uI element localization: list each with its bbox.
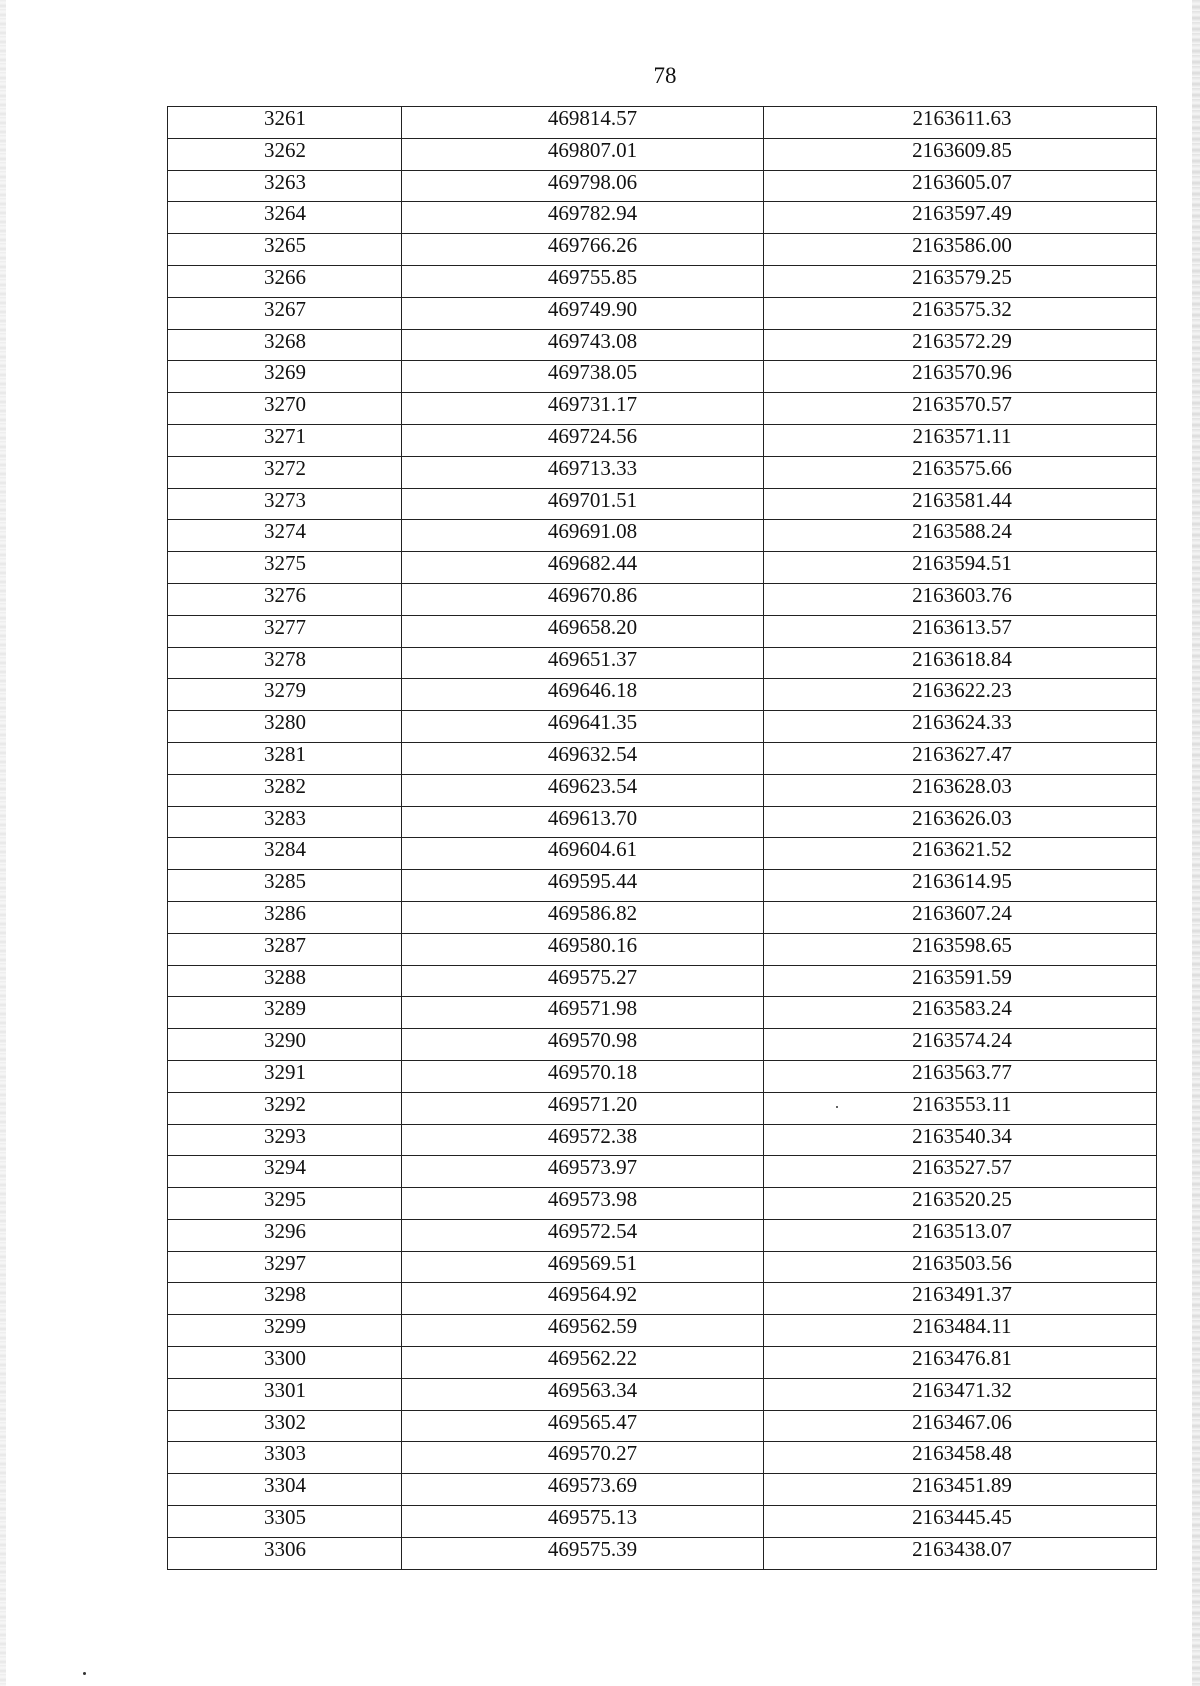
- y-coordinate-cell: 2163624.33: [764, 711, 1157, 743]
- point-id-cell: 3287: [168, 933, 402, 965]
- point-id-cell: 3296: [168, 1219, 402, 1251]
- y-coordinate-cell: 2163598.65: [764, 933, 1157, 965]
- y-coordinate-cell: 2163605.07: [764, 170, 1157, 202]
- y-coordinate-cell: 2163527.57: [764, 1156, 1157, 1188]
- y-coordinate-cell: 2163570.57: [764, 393, 1157, 425]
- table-row: [168, 107, 1157, 139]
- coordinate-table-body: [168, 107, 1157, 1570]
- point-id-cell: 3268: [168, 329, 402, 361]
- x-coordinate-cell: 469573.97: [402, 1156, 764, 1188]
- table-row: [168, 424, 1157, 456]
- point-id-cell: 3303: [168, 1442, 402, 1474]
- table-row: [168, 965, 1157, 997]
- point-id-cell: 3272: [168, 456, 402, 488]
- point-id-cell: 3274: [168, 520, 402, 552]
- y-coordinate-cell: 2163607.24: [764, 901, 1157, 933]
- table-row: [168, 583, 1157, 615]
- table-row: [168, 774, 1157, 806]
- x-coordinate-cell: 469749.90: [402, 297, 764, 329]
- table-row: [168, 234, 1157, 266]
- table-row: [168, 138, 1157, 170]
- y-coordinate-cell: 2163579.25: [764, 265, 1157, 297]
- table-row: [168, 456, 1157, 488]
- y-coordinate-cell: 2163503.56: [764, 1251, 1157, 1283]
- y-coordinate-cell: 2163572.29: [764, 329, 1157, 361]
- y-coordinate-cell: 2163591.59: [764, 965, 1157, 997]
- y-coordinate-cell: 2163574.24: [764, 1029, 1157, 1061]
- table-row: [168, 1442, 1157, 1474]
- x-coordinate-cell: 469570.18: [402, 1060, 764, 1092]
- point-id-cell: 3306: [168, 1537, 402, 1569]
- y-coordinate-cell: 2163451.89: [764, 1474, 1157, 1506]
- point-id-cell: 3301: [168, 1378, 402, 1410]
- point-id-cell: 3285: [168, 870, 402, 902]
- x-coordinate-cell: 469565.47: [402, 1410, 764, 1442]
- table-row: [168, 1378, 1157, 1410]
- x-coordinate-cell: 469814.57: [402, 107, 764, 139]
- y-coordinate-cell: 2163586.00: [764, 234, 1157, 266]
- x-coordinate-cell: 469564.92: [402, 1283, 764, 1315]
- y-coordinate-cell: 2163540.34: [764, 1124, 1157, 1156]
- point-id-cell: 3284: [168, 838, 402, 870]
- y-coordinate-cell: 2163513.07: [764, 1219, 1157, 1251]
- x-coordinate-cell: 469563.34: [402, 1378, 764, 1410]
- x-coordinate-cell: 469575.27: [402, 965, 764, 997]
- x-coordinate-cell: 469575.39: [402, 1537, 764, 1569]
- table-row: [168, 202, 1157, 234]
- y-coordinate-cell: 2163484.11: [764, 1315, 1157, 1347]
- x-coordinate-cell: 469623.54: [402, 774, 764, 806]
- table-row: [168, 1251, 1157, 1283]
- x-coordinate-cell: 469798.06: [402, 170, 764, 202]
- table-row: [168, 647, 1157, 679]
- y-coordinate-cell: 2163553.11: [764, 1092, 1157, 1124]
- point-id-cell: 3305: [168, 1506, 402, 1538]
- point-id-cell: 3265: [168, 234, 402, 266]
- table-row: [168, 1315, 1157, 1347]
- y-coordinate-cell: 2163438.07: [764, 1537, 1157, 1569]
- y-coordinate-cell: 2163611.63: [764, 107, 1157, 139]
- point-id-cell: 3289: [168, 997, 402, 1029]
- x-coordinate-cell: 469713.33: [402, 456, 764, 488]
- x-coordinate-cell: 469755.85: [402, 265, 764, 297]
- x-coordinate-cell: 469691.08: [402, 520, 764, 552]
- table-row: [168, 1347, 1157, 1379]
- scan-speck: [836, 1106, 838, 1108]
- y-coordinate-cell: 2163621.52: [764, 838, 1157, 870]
- point-id-cell: 3304: [168, 1474, 402, 1506]
- x-coordinate-cell: 469613.70: [402, 806, 764, 838]
- x-coordinate-cell: 469575.13: [402, 1506, 764, 1538]
- point-id-cell: 3269: [168, 361, 402, 393]
- table-row: [168, 488, 1157, 520]
- table-row: [168, 361, 1157, 393]
- x-coordinate-cell: 469743.08: [402, 329, 764, 361]
- table-row: [168, 1156, 1157, 1188]
- y-coordinate-cell: 2163597.49: [764, 202, 1157, 234]
- point-id-cell: 3290: [168, 1029, 402, 1061]
- y-coordinate-cell: 2163588.24: [764, 520, 1157, 552]
- point-id-cell: 3280: [168, 711, 402, 743]
- point-id-cell: 3262: [168, 138, 402, 170]
- table-row: [168, 329, 1157, 361]
- x-coordinate-cell: 469651.37: [402, 647, 764, 679]
- point-id-cell: 3291: [168, 1060, 402, 1092]
- table-row: [168, 1060, 1157, 1092]
- point-id-cell: 3279: [168, 679, 402, 711]
- table-row: [168, 1283, 1157, 1315]
- x-coordinate-cell: 469701.51: [402, 488, 764, 520]
- point-id-cell: 3298: [168, 1283, 402, 1315]
- point-id-cell: 3299: [168, 1315, 402, 1347]
- scan-edge-right: [1192, 0, 1200, 1686]
- y-coordinate-cell: 2163491.37: [764, 1283, 1157, 1315]
- y-coordinate-cell: 2163622.23: [764, 679, 1157, 711]
- x-coordinate-cell: 469571.20: [402, 1092, 764, 1124]
- x-coordinate-cell: 469569.51: [402, 1251, 764, 1283]
- x-coordinate-cell: 469572.38: [402, 1124, 764, 1156]
- x-coordinate-cell: 469766.26: [402, 234, 764, 266]
- x-coordinate-cell: 469580.16: [402, 933, 764, 965]
- point-id-cell: 3278: [168, 647, 402, 679]
- point-id-cell: 3266: [168, 265, 402, 297]
- x-coordinate-cell: 469738.05: [402, 361, 764, 393]
- x-coordinate-cell: 469586.82: [402, 901, 764, 933]
- point-id-cell: 3270: [168, 393, 402, 425]
- point-id-cell: 3271: [168, 424, 402, 456]
- x-coordinate-cell: 469604.61: [402, 838, 764, 870]
- x-coordinate-cell: 469570.27: [402, 1442, 764, 1474]
- x-coordinate-cell: 469595.44: [402, 870, 764, 902]
- y-coordinate-cell: 2163627.47: [764, 742, 1157, 774]
- x-coordinate-cell: 469632.54: [402, 742, 764, 774]
- scan-edge-left: [0, 0, 6, 1686]
- point-id-cell: 3276: [168, 583, 402, 615]
- y-coordinate-cell: 2163458.48: [764, 1442, 1157, 1474]
- point-id-cell: 3264: [168, 202, 402, 234]
- table-row: [168, 1506, 1157, 1538]
- x-coordinate-cell: 469724.56: [402, 424, 764, 456]
- x-coordinate-cell: 469562.22: [402, 1347, 764, 1379]
- point-id-cell: 3283: [168, 806, 402, 838]
- table-row: [168, 679, 1157, 711]
- table-row: [168, 552, 1157, 584]
- x-coordinate-cell: 469572.54: [402, 1219, 764, 1251]
- y-coordinate-cell: 2163467.06: [764, 1410, 1157, 1442]
- y-coordinate-cell: 2163581.44: [764, 488, 1157, 520]
- point-id-cell: 3273: [168, 488, 402, 520]
- table-row: [168, 170, 1157, 202]
- y-coordinate-cell: 2163626.03: [764, 806, 1157, 838]
- x-coordinate-cell: 469573.69: [402, 1474, 764, 1506]
- x-coordinate-cell: 469570.98: [402, 1029, 764, 1061]
- scan-speck: [83, 1672, 86, 1675]
- table-row: [168, 1029, 1157, 1061]
- y-coordinate-cell: 2163603.76: [764, 583, 1157, 615]
- table-row: [168, 297, 1157, 329]
- x-coordinate-cell: 469641.35: [402, 711, 764, 743]
- table-row: [168, 1410, 1157, 1442]
- y-coordinate-cell: 2163575.32: [764, 297, 1157, 329]
- table-row: [168, 520, 1157, 552]
- y-coordinate-cell: 2163471.32: [764, 1378, 1157, 1410]
- x-coordinate-cell: 469571.98: [402, 997, 764, 1029]
- table-row: [168, 838, 1157, 870]
- table-row: [168, 393, 1157, 425]
- y-coordinate-cell: 2163628.03: [764, 774, 1157, 806]
- point-id-cell: 3292: [168, 1092, 402, 1124]
- x-coordinate-cell: 469670.86: [402, 583, 764, 615]
- point-id-cell: 3293: [168, 1124, 402, 1156]
- table-row: [168, 1188, 1157, 1220]
- table-row: [168, 870, 1157, 902]
- y-coordinate-cell: 2163476.81: [764, 1347, 1157, 1379]
- y-coordinate-cell: 2163575.66: [764, 456, 1157, 488]
- x-coordinate-cell: 469562.59: [402, 1315, 764, 1347]
- point-id-cell: 3300: [168, 1347, 402, 1379]
- x-coordinate-cell: 469731.17: [402, 393, 764, 425]
- table-row: [168, 997, 1157, 1029]
- page-number: 78: [653, 63, 677, 88]
- point-id-cell: 3281: [168, 742, 402, 774]
- table-row: [168, 1092, 1157, 1124]
- point-id-cell: 3277: [168, 615, 402, 647]
- point-id-cell: 3267: [168, 297, 402, 329]
- table-row: [168, 1474, 1157, 1506]
- y-coordinate-cell: 2163613.57: [764, 615, 1157, 647]
- table-row: [168, 742, 1157, 774]
- x-coordinate-cell: 469573.98: [402, 1188, 764, 1220]
- table-row: [168, 711, 1157, 743]
- x-coordinate-cell: 469682.44: [402, 552, 764, 584]
- table-row: [168, 615, 1157, 647]
- y-coordinate-cell: 2163583.24: [764, 997, 1157, 1029]
- y-coordinate-cell: 2163614.95: [764, 870, 1157, 902]
- point-id-cell: 3261: [168, 107, 402, 139]
- x-coordinate-cell: 469782.94: [402, 202, 764, 234]
- point-id-cell: 3275: [168, 552, 402, 584]
- point-id-cell: 3286: [168, 901, 402, 933]
- y-coordinate-cell: 2163618.84: [764, 647, 1157, 679]
- table-row: [168, 806, 1157, 838]
- point-id-cell: 3263: [168, 170, 402, 202]
- table-row: [168, 901, 1157, 933]
- table-row: [168, 933, 1157, 965]
- table-row: [168, 1124, 1157, 1156]
- point-id-cell: 3288: [168, 965, 402, 997]
- point-id-cell: 3297: [168, 1251, 402, 1283]
- table-row: [168, 1219, 1157, 1251]
- table-row: [168, 265, 1157, 297]
- x-coordinate-cell: 469807.01: [402, 138, 764, 170]
- point-id-cell: 3282: [168, 774, 402, 806]
- coordinate-table: [167, 106, 1157, 1570]
- y-coordinate-cell: 2163570.96: [764, 361, 1157, 393]
- y-coordinate-cell: 2163445.45: [764, 1506, 1157, 1538]
- y-coordinate-cell: 2163594.51: [764, 552, 1157, 584]
- y-coordinate-cell: 2163571.11: [764, 424, 1157, 456]
- x-coordinate-cell: 469646.18: [402, 679, 764, 711]
- x-coordinate-cell: 469658.20: [402, 615, 764, 647]
- point-id-cell: 3295: [168, 1188, 402, 1220]
- point-id-cell: 3294: [168, 1156, 402, 1188]
- point-id-cell: 3302: [168, 1410, 402, 1442]
- y-coordinate-cell: 2163563.77: [764, 1060, 1157, 1092]
- table-row: [168, 1537, 1157, 1569]
- y-coordinate-cell: 2163520.25: [764, 1188, 1157, 1220]
- y-coordinate-cell: 2163609.85: [764, 138, 1157, 170]
